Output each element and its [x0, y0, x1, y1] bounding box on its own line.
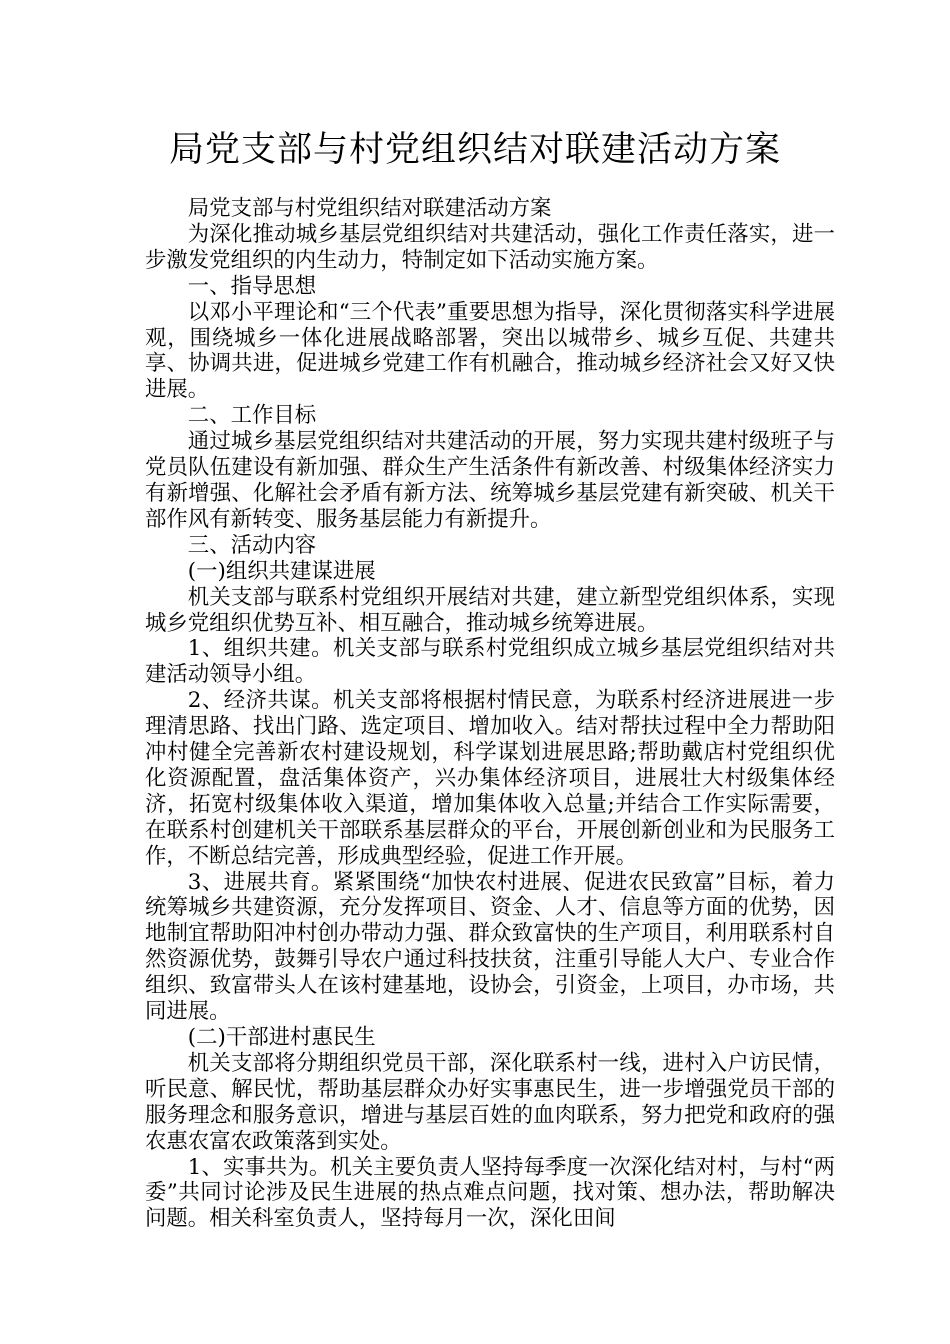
section-heading: 三、活动内容	[187, 532, 317, 558]
paragraph: 通过城乡基层党组织结对共建活动的开展，努力实现共建村级班子与党员队伍建设有新加强、群众生产生活条件有新改善、村级集体经济实力有新增强、化解社会矛盾有新方法、统筹城乡基层党建有新突破、机关干部作风有新转变、服务基层能力有新提升。	[145, 429, 835, 532]
paragraph: 机关支部与联系村党组织开展结对共建，建立新型党组织体系，实现城乡党组织优势互补、相互融合，推动城乡统筹进展。	[145, 584, 835, 636]
paragraph: 3、进展共育。紧紧围绕“加快农村进展、促进农民致富”目标，着力统筹城乡共建资源，充分发挥项目、资金、人才、信息等方面的优势，因地制宜帮助阳冲村创办带动力强、群众致富快的生产项目，利用联系村自然资源优势，鼓舞引导农户通过科技扶贫，注重引导能人大户、专业合作组织、致富带头人在该村建基地，设协会，引资金，上项目，办市场，共同进展。	[145, 869, 835, 1025]
paragraph: 2、经济共谋。机关支部将根据村情民意，为联系村经济进展进一步理清思路、找出门路、选定项目、增加收入。结对帮扶过程中全力帮助阳冲村健全完善新农村建设规划，科学谋划进展思路;帮助戴店村党组织优化资源配置，盘活集体资产，兴办集体经济项目，进展壮大村级集体经济，拓宽村级集体收入渠道，增加集体收入总量;并结合工作实际需要，在联系村创建机关干部联系基层群众的平台，开展创新创业和为民服务工作，不断总结完善，形成典型经验，促进工作开展。	[145, 688, 835, 869]
subsection-heading: (二)干部进村惠民生	[187, 1025, 376, 1050]
paragraph: 1、实事共为。机关主要负责人坚持每季度一次深化结对村，与村“两委”共同讨论涉及民生进展的热点难点问题，找对策、想办法，帮助解决问题。相关科室负责人，坚持每月一次，深化田间	[145, 1154, 835, 1232]
section-heading: 一、指导思想	[187, 273, 317, 299]
paragraph: 机关支部将分期组织党员干部，深化联系村一线，进村入户访民情，听民意、解民忧，帮助基层群众办好实事惠民生，进一步增强党员干部的服务理念和服务意识，增进与基层百姓的血肉联系，努力把党和政府的强农惠农富农政策落到实处。	[145, 1050, 835, 1154]
paragraph: 局党支部与村党组织结对联建活动方案	[187, 196, 552, 221]
document-body	[145, 196, 835, 1232]
paragraph: 为深化推动城乡基层党组织结对共建活动，强化工作责任落实，进一步激发党组织的内生动力，特制定如下活动实施方案。	[145, 221, 835, 273]
subsection-heading: (一)组织共建谋进展	[187, 558, 376, 584]
paragraph: 以邓小平理论和“三个代表”重要思想为指导，深化贯彻落实科学进展观，围绕城乡一体化进展战略部署，突出以城带乡、城乡互促、共建共享、协调共进，促进城乡党建工作有机融合，推动城乡经济社会又好又快进展。	[145, 299, 835, 403]
document-title: 局党支部与村党组织结对联建活动方案	[168, 130, 781, 170]
paragraph: 1、组织共建。机关支部与联系村党组织成立城乡基层党组织结对共建活动领导小组。	[145, 636, 835, 688]
section-heading: 二、工作目标	[187, 403, 317, 429]
